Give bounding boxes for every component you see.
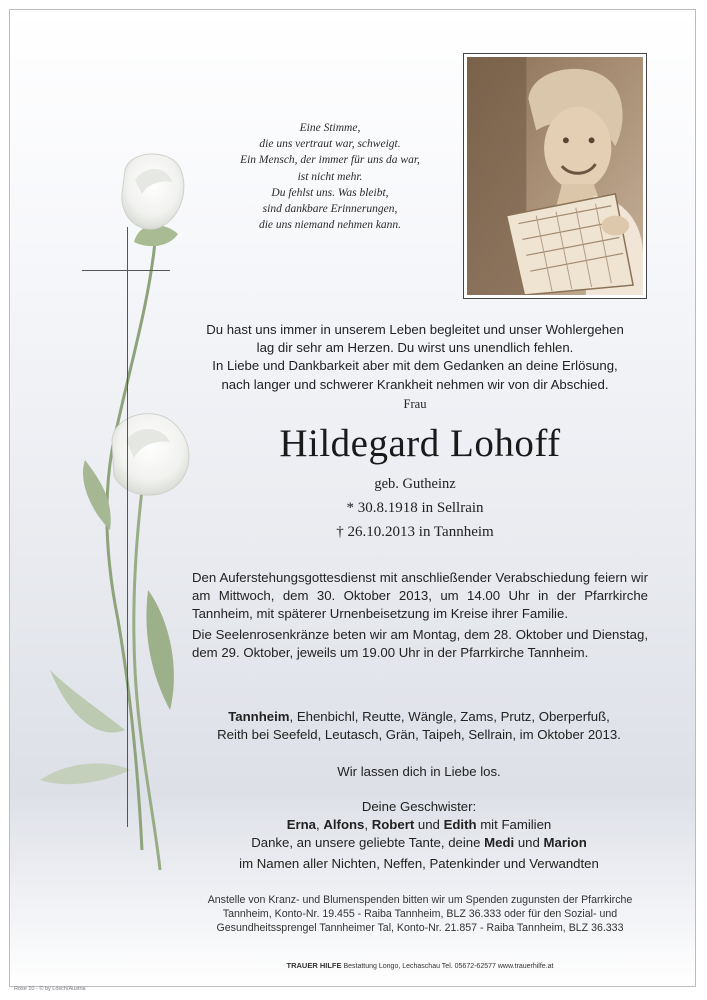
poem-line: ist nicht mehr. bbox=[297, 170, 363, 183]
sibling-name: Robert bbox=[371, 817, 415, 833]
sibling-name: Alfons bbox=[323, 817, 365, 833]
thanks-text: Danke, an unsere geliebte Tante, deine bbox=[251, 835, 485, 851]
intro-line: nach langer und schwerer Krankheit nehmen wir von dir Abschied. bbox=[221, 376, 609, 392]
maiden-name: geb. Gutheinz bbox=[374, 476, 456, 492]
portrait-image bbox=[467, 57, 643, 295]
salutation: Frau bbox=[403, 397, 427, 411]
niece-name: Medi bbox=[484, 835, 515, 851]
death-date: † 26.10.2013 in Tannheim bbox=[336, 524, 494, 540]
cross-horizontal-bar bbox=[82, 270, 170, 271]
cross-vertical-bar bbox=[127, 227, 128, 827]
birth-date: * 30.8.1918 in Sellrain bbox=[346, 500, 484, 516]
intro-line: In Liebe und Dankbarkeit aber mit dem Gedanken an deine Erlösung, bbox=[212, 358, 618, 374]
places-rest: , Ehenbichl, Reutte, Wängle, Zams, Prutz, Oberperfuß, bbox=[289, 709, 610, 724]
footer-text: Bestattung Longo, Lechaschau Tel. 05672-62577 www.trauerhilfe.at bbox=[341, 963, 554, 970]
funeral-service-text: Den Auferstehungsgottesdienst mit anschließender Verabschiedung feiern wir am Mittwoch, dem 30. Oktober 2013, um 14.00 Uhr in der Pfarrkirche Tannheim, mit späterer Urnenbeisetzung im Kreise ihrer Familie. bbox=[192, 570, 648, 622]
rosary-text: Die Seelenrosenkränze beten wir am Montag, dem 28. Oktober und Dienstag, dem 29. Oktober, jeweils um 19.00 Uhr in der Pfarrkirche Tannheim. bbox=[192, 627, 648, 661]
places-line-1 bbox=[180, 708, 658, 726]
siblings-heading: Deine Geschwister: bbox=[361, 799, 477, 814]
poem-line: Ein Mensch, der immer für uns da war, bbox=[240, 154, 420, 167]
separator: , bbox=[364, 817, 372, 833]
donation-text bbox=[190, 893, 650, 936]
poem-line: Du fehlst uns. Was bleibt, bbox=[271, 186, 389, 199]
separator: und bbox=[414, 817, 444, 833]
deceased-name: Hildegard Lohoff bbox=[279, 422, 561, 465]
sibling-name: Erna bbox=[286, 817, 317, 833]
poem-line: sind dankbare Erinnerungen, bbox=[262, 203, 398, 216]
donation-line: Anstelle von Kranz- und Blumenspenden bitten wir um Spenden zugunsten der Pfarrkirche bbox=[207, 894, 633, 906]
places-line-2: Reith bei Seefeld, Leutasch, Grän, Taipeh, Sellrain, im Oktober 2013. bbox=[217, 727, 621, 743]
memorial-poem bbox=[210, 120, 450, 233]
intro-line: Du hast uns immer in unserem Leben begleitet und unser Wohlergehen bbox=[206, 322, 624, 337]
places-text bbox=[180, 708, 658, 744]
donation-line: Tannheim, Konto-Nr. 19.455 - Raiba Tannheim, BLZ 36.333 oder für den Sozial- und bbox=[222, 908, 618, 921]
mourners-block bbox=[180, 798, 658, 853]
donation-line: Gesundheitssprengel Tannheimer Tal, Konto-Nr. 21.857 - Raiba Tannheim, BLZ 36.333 bbox=[216, 922, 624, 935]
footer-brand: TRAUER HILFE bbox=[286, 961, 342, 970]
poem-line: die uns niemand nehmen kann. bbox=[258, 219, 402, 232]
siblings-names bbox=[180, 816, 658, 834]
footer bbox=[190, 961, 650, 970]
poem-line: die uns vertraut war, schweigt. bbox=[259, 138, 401, 151]
separator: mit Familien bbox=[476, 817, 552, 833]
relatives-text: im Namen aller Nichten, Neffen, Patenkinder und Verwandten bbox=[239, 856, 599, 871]
image-credit: Rose 10 - © by Lösch/Austria bbox=[14, 986, 86, 992]
thanks-line bbox=[180, 834, 658, 852]
intro-line: lag dir sehr am Herzen. Du wirst uns unendlich fehlen. bbox=[256, 340, 574, 356]
portrait-photo bbox=[463, 53, 647, 299]
sibling-name: Edith bbox=[443, 817, 477, 833]
farewell-text: Wir lassen dich in Liebe los. bbox=[337, 764, 501, 779]
niece-name: Marion bbox=[543, 835, 587, 851]
separator: und bbox=[514, 835, 544, 851]
separator: , bbox=[316, 817, 324, 833]
intro-text bbox=[180, 321, 650, 394]
poem-line: Eine Stimme, bbox=[299, 122, 361, 134]
place-highlight: Tannheim bbox=[228, 709, 290, 724]
